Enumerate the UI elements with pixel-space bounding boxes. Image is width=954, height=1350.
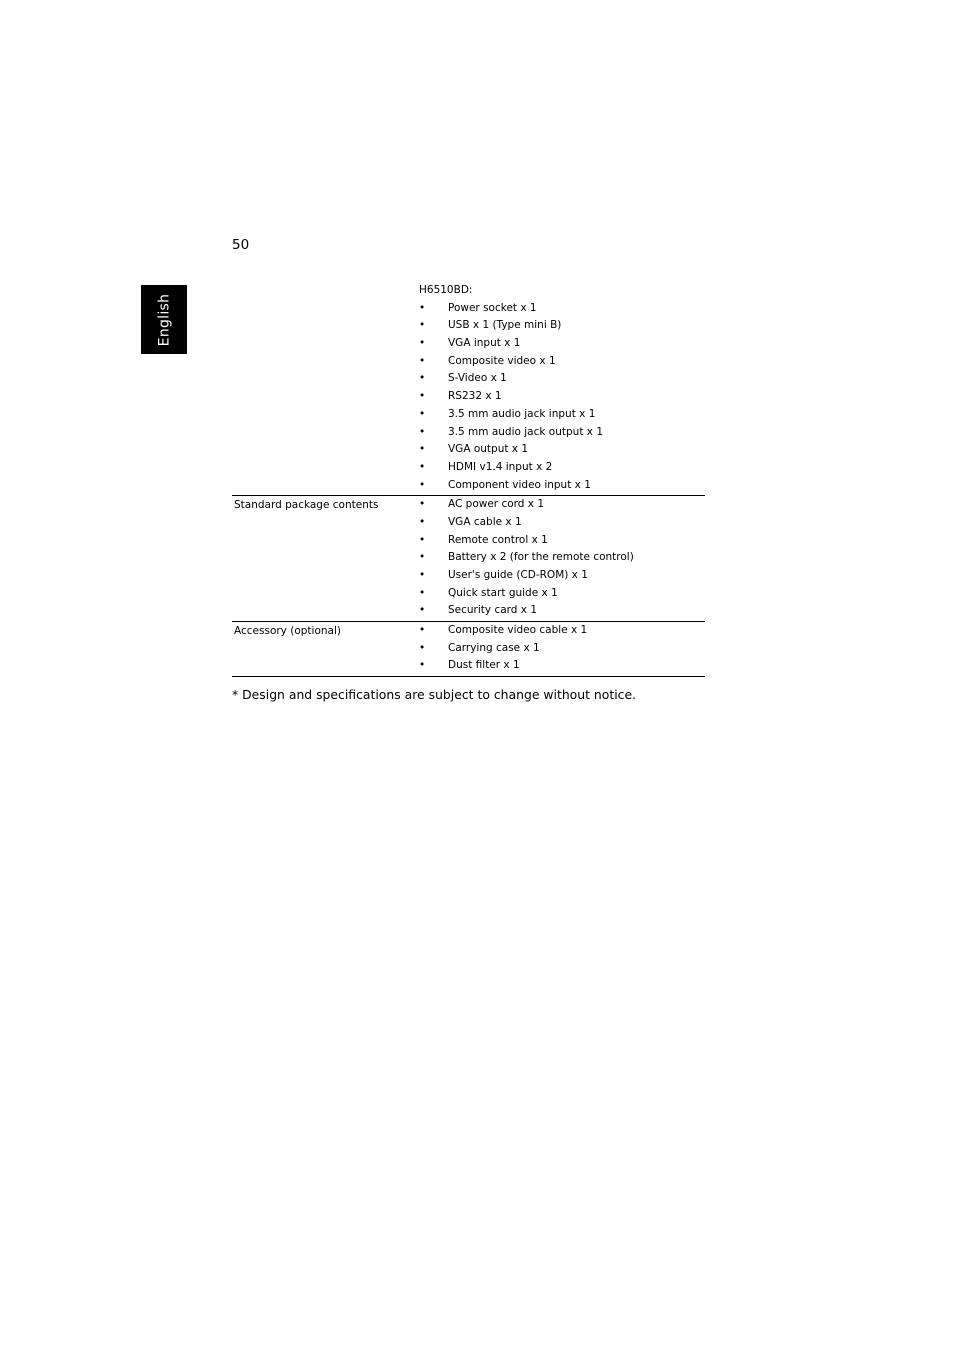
bullet-icon: • xyxy=(419,659,426,672)
list-item-text: Dust filter x 1 xyxy=(448,659,520,672)
list-item xyxy=(419,370,705,388)
bullet-icon: • xyxy=(419,301,426,314)
list-item xyxy=(419,532,705,550)
footnote: * Design and specifications are subject to change without notice. xyxy=(232,687,637,702)
list-item-text: HDMI v1.4 input x 2 xyxy=(448,460,553,473)
spec-row-items xyxy=(419,496,705,621)
list-item xyxy=(419,585,705,603)
list-item xyxy=(419,388,705,406)
list-item xyxy=(419,441,705,459)
bullet-icon: • xyxy=(419,460,426,473)
list-item-text: VGA output x 1 xyxy=(448,443,529,456)
list-item-text: 3.5 mm audio jack input x 1 xyxy=(448,407,596,420)
list-item xyxy=(419,424,705,442)
bullet-icon: • xyxy=(419,498,426,511)
list-item-text: Battery x 2 (for the remote control) xyxy=(448,551,634,564)
model-heading: H6510BD: xyxy=(419,284,473,296)
list-item-text: 3.5 mm audio jack output x 1 xyxy=(448,425,604,438)
list-item xyxy=(419,602,705,620)
bullet-icon: • xyxy=(419,551,426,564)
language-tab-label: English xyxy=(156,293,172,346)
list-item-text: Composite video cable x 1 xyxy=(448,624,588,637)
list-item xyxy=(419,514,705,532)
bullet-icon: • xyxy=(419,337,426,350)
list-item-text: VGA input x 1 xyxy=(448,337,521,350)
bullet-icon: • xyxy=(419,372,426,385)
list-item-text: RS232 x 1 xyxy=(448,390,502,403)
bullet-icon: • xyxy=(419,533,426,546)
list-item-text: S-Video x 1 xyxy=(448,372,507,385)
list-item xyxy=(419,549,705,567)
bullet-icon: • xyxy=(419,515,426,528)
list-item-text: USB x 1 (Type mini B) xyxy=(448,319,562,332)
list-item xyxy=(419,317,705,335)
bullet-icon: • xyxy=(419,443,426,456)
list-item-text: Composite video x 1 xyxy=(448,354,556,367)
page-number: 50 xyxy=(232,237,250,253)
list-item xyxy=(419,496,705,514)
list-item xyxy=(419,567,705,585)
spec-row xyxy=(232,496,705,622)
list-item xyxy=(419,406,705,424)
bullet-icon: • xyxy=(419,407,426,420)
bullet-icon: • xyxy=(419,624,426,637)
list-item-text: Security card x 1 xyxy=(448,604,538,617)
list-item xyxy=(419,640,705,658)
bullet-icon: • xyxy=(419,641,426,654)
bullet-icon: • xyxy=(419,390,426,403)
bullet-icon: • xyxy=(419,604,426,617)
list-item-text: Remote control x 1 xyxy=(448,533,548,546)
list-item-text: Component video input x 1 xyxy=(448,478,591,491)
spec-row-items xyxy=(419,622,705,676)
list-item xyxy=(419,477,705,495)
bullet-icon: • xyxy=(419,478,426,491)
bullet-icon: • xyxy=(419,425,426,438)
bullet-icon: • xyxy=(419,319,426,332)
language-tab xyxy=(141,285,187,354)
spec-row-label: Standard package contents xyxy=(234,499,379,512)
spec-row-label: Accessory (optional) xyxy=(234,625,341,638)
list-item xyxy=(419,622,705,640)
list-item xyxy=(419,657,705,675)
list-item xyxy=(419,335,705,353)
list-item-text: User's guide (CD-ROM) x 1 xyxy=(448,569,588,581)
bullet-icon: • xyxy=(419,354,426,367)
list-item-text: AC power cord x 1 xyxy=(448,498,545,511)
spec-row xyxy=(232,282,705,496)
bullet-icon: • xyxy=(419,586,426,599)
list-item-text: Quick start guide x 1 xyxy=(448,586,558,599)
bullet-icon: • xyxy=(419,569,426,581)
list-item-text: Carrying case x 1 xyxy=(448,641,540,654)
spec-row-items xyxy=(419,282,705,495)
specifications-table xyxy=(232,282,705,677)
list-item xyxy=(419,459,705,477)
list-item-text: VGA cable x 1 xyxy=(448,515,522,528)
list-item-text: Power socket x 1 xyxy=(448,301,537,314)
list-item xyxy=(419,300,705,318)
list-item xyxy=(419,353,705,371)
spec-row xyxy=(232,622,705,677)
